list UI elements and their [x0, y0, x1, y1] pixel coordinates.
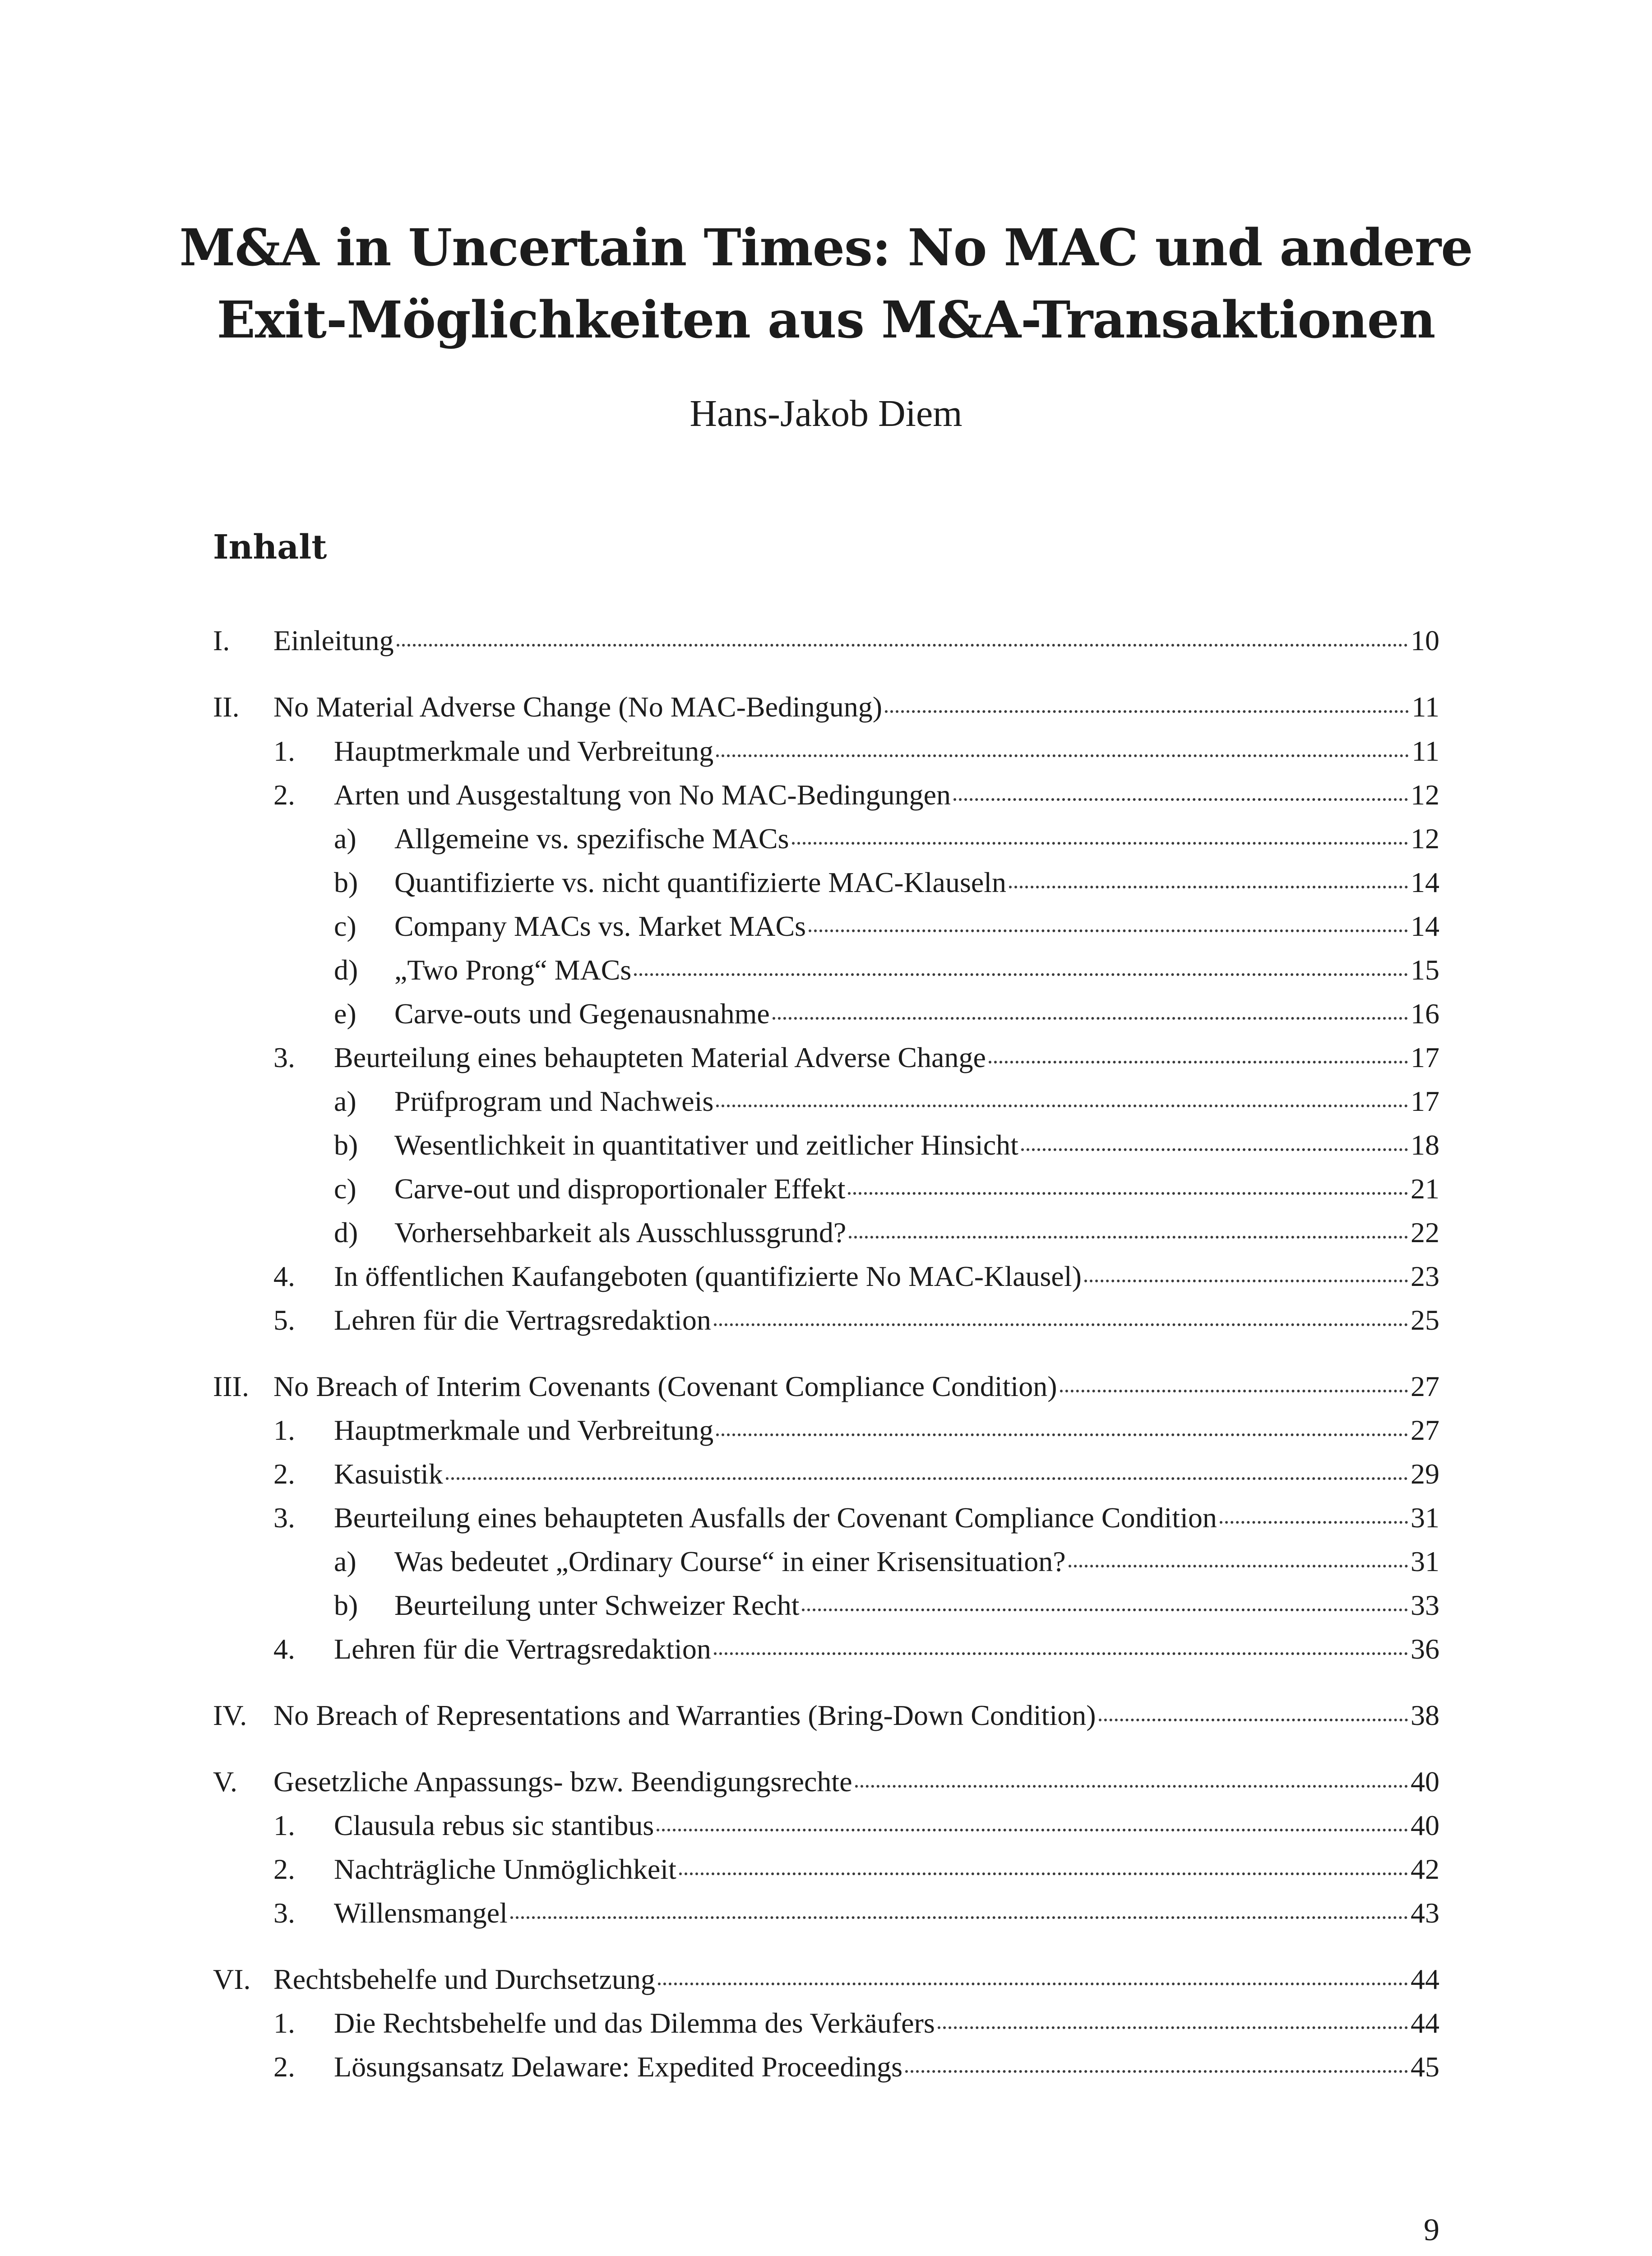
- toc-dot-leader: [657, 1829, 1408, 1831]
- toc-entry[interactable]: [213, 1761, 1439, 1802]
- toc-dot-leader: [716, 1105, 1408, 1107]
- toc-entry-label: Hauptmerkmale und Verbreitung: [334, 735, 714, 767]
- toc-entry-number: 1.: [273, 1809, 295, 1841]
- toc-entry-page: 11: [1411, 691, 1439, 723]
- toc-entry[interactable]: [213, 1695, 1439, 1736]
- toc-entry[interactable]: [273, 775, 1439, 815]
- toc-entry-page: 10: [1411, 624, 1439, 656]
- toc-entry-page: 42: [1411, 1853, 1439, 1885]
- toc-dot-leader: [714, 1652, 1408, 1655]
- toc-entry-number: 3.: [273, 1502, 295, 1534]
- toc-dot-leader: [792, 842, 1408, 845]
- toc-entry-label: In öffentlichen Kaufangeboten (quantifizierte No MAC-Klausel): [334, 1260, 1082, 1292]
- toc-entry[interactable]: [334, 1585, 1439, 1626]
- toc-entry[interactable]: [273, 1037, 1439, 1078]
- toc-entry-page: 29: [1411, 1458, 1439, 1490]
- toc-entry-number: c): [334, 1173, 356, 1205]
- toc-entry[interactable]: [213, 620, 1439, 661]
- toc-entry[interactable]: [273, 1454, 1439, 1494]
- toc-entry-page: 43: [1411, 1897, 1439, 1929]
- toc-entry-number: V.: [213, 1766, 237, 1798]
- toc-heading: Inhalt: [213, 528, 327, 567]
- toc-entry-label: Wesentlichkeit in quantitativer und zeitlicher Hinsicht: [394, 1129, 1018, 1161]
- toc-entry-number: 1.: [273, 2007, 295, 2039]
- toc-entry[interactable]: [273, 2003, 1439, 2043]
- toc-entry-label: No Breach of Representations and Warranties (Bring-Down Condition): [273, 1699, 1096, 1731]
- toc-entry-number: d): [334, 954, 358, 986]
- toc-entry-number: II.: [213, 691, 240, 723]
- toc-entry[interactable]: [273, 1300, 1439, 1341]
- toc-entry-page: 12: [1411, 779, 1439, 811]
- toc-entry-label: Was bedeutet „Ordinary Course“ in einer Krisensituation?: [394, 1545, 1066, 1577]
- toc-entry[interactable]: [334, 950, 1439, 990]
- toc-entry-number: IV.: [213, 1699, 247, 1731]
- toc-dot-leader: [658, 1983, 1408, 1985]
- toc-entry-page: 27: [1411, 1370, 1439, 1402]
- toc-entry[interactable]: [334, 906, 1439, 947]
- toc-dot-leader: [1069, 1565, 1408, 1567]
- toc-entry-label: Willensmangel: [334, 1897, 508, 1929]
- toc-entry-label: „Two Prong“ MACs: [394, 954, 632, 986]
- toc-entry-page: 17: [1411, 1085, 1439, 1117]
- toc-entry-label: Nachträgliche Unmöglichkeit: [334, 1853, 676, 1885]
- toc-entry-label: Rechtsbehelfe und Durchsetzung: [273, 1963, 655, 1995]
- toc-entry-number: 3.: [273, 1897, 295, 1929]
- toc-dot-leader: [855, 1785, 1408, 1788]
- toc-entry[interactable]: [273, 1410, 1439, 1451]
- toc-entry-number: e): [334, 998, 356, 1030]
- toc-dot-leader: [905, 2070, 1408, 2073]
- toc-entry[interactable]: [273, 1893, 1439, 1933]
- toc-dot-leader: [1099, 1719, 1408, 1721]
- toc-entry-number: a): [334, 1545, 356, 1577]
- toc-entry-number: VI.: [213, 1963, 251, 1995]
- toc-entry-label: Carve-out und disproportionaler Effekt: [394, 1173, 846, 1205]
- toc-dot-leader: [510, 1916, 1408, 1919]
- toc-dot-leader: [1060, 1390, 1408, 1392]
- page-number: 9: [1424, 2213, 1439, 2247]
- toc-entry-page: 14: [1411, 866, 1439, 898]
- toc-entry-number: a): [334, 1085, 356, 1117]
- toc-entry-number: 5.: [273, 1304, 295, 1336]
- toc-entry-page: 36: [1411, 1633, 1439, 1665]
- toc-entry-page: 38: [1411, 1699, 1439, 1731]
- toc-entry[interactable]: [273, 1256, 1439, 1297]
- toc-entry-label: No Material Adverse Change (No MAC-Bedingung): [273, 691, 883, 723]
- toc-entry-number: c): [334, 910, 356, 942]
- toc-entry-label: No Breach of Interim Covenants (Covenant Compliance Condition): [273, 1370, 1057, 1402]
- toc-entry-number: b): [334, 1129, 358, 1161]
- toc-entry-number: III.: [213, 1370, 249, 1402]
- toc-entry[interactable]: [273, 1498, 1439, 1538]
- toc-dot-leader: [773, 1017, 1408, 1020]
- toc-entry-label: Quantifizierte vs. nicht quantifizierte MAC-Klauseln: [394, 866, 1007, 898]
- toc-entry-page: 27: [1411, 1414, 1439, 1446]
- toc-entry-label: Einleitung: [273, 624, 394, 656]
- toc-entry[interactable]: [334, 1125, 1439, 1165]
- toc-entry-page: 31: [1411, 1545, 1439, 1577]
- toc-entry-label: Lehren für die Vertragsredaktion: [334, 1304, 711, 1336]
- toc-entry-page: 44: [1411, 2007, 1439, 2039]
- toc-dot-leader: [989, 1061, 1408, 1063]
- toc-dot-leader: [716, 754, 1409, 757]
- toc-entry-page: 21: [1411, 1173, 1439, 1205]
- toc-entry-label: Company MACs vs. Market MACs: [394, 910, 806, 942]
- toc-entry-label: Die Rechtsbehelfe und das Dilemma des Verkäufers: [334, 2007, 935, 2039]
- toc-entry-number: 1.: [273, 1414, 295, 1446]
- toc-entry-label: Hauptmerkmale und Verbreitung: [334, 1414, 714, 1446]
- toc-dot-leader: [849, 1236, 1408, 1239]
- toc-entry-number: 3.: [273, 1041, 295, 1073]
- toc-entry[interactable]: [213, 1959, 1439, 2000]
- toc-entry-page: 40: [1411, 1809, 1439, 1841]
- toc-dot-leader: [1009, 886, 1408, 888]
- toc-entry-page: 11: [1411, 735, 1439, 767]
- toc-dot-leader: [1021, 1148, 1408, 1151]
- toc-entry-label: Allgemeine vs. spezifische MACs: [394, 823, 789, 855]
- title-line-2: Exit-Möglichkeiten aus M&A-Transaktionen: [217, 291, 1435, 350]
- toc-entry-page: 15: [1411, 954, 1439, 986]
- toc-dot-leader: [848, 1192, 1408, 1195]
- toc-entry-page: 33: [1411, 1589, 1439, 1621]
- toc-entry-number: 2.: [273, 779, 295, 811]
- toc-entry[interactable]: [273, 1629, 1439, 1669]
- toc-entry[interactable]: [334, 1212, 1439, 1253]
- toc-dot-leader: [679, 1872, 1408, 1875]
- toc-entry-number: I.: [213, 624, 230, 656]
- toc-entry-label: Gesetzliche Anpassungs- bzw. Beendigungsrechte: [273, 1766, 852, 1798]
- toc-entry-label: Lösungsansatz Delaware: Expedited Proceedings: [334, 2051, 903, 2083]
- toc-dot-leader: [446, 1477, 1408, 1480]
- toc-entry-page: 17: [1411, 1041, 1439, 1073]
- toc-entry-label: Carve-outs und Gegenausnahme: [394, 998, 770, 1030]
- toc-entry[interactable]: [273, 731, 1439, 772]
- toc-entry[interactable]: [213, 687, 1439, 727]
- toc-entry[interactable]: [273, 1805, 1439, 1846]
- toc-entry-page: 31: [1411, 1502, 1439, 1534]
- toc-entry[interactable]: [334, 994, 1439, 1034]
- toc-entry-page: 22: [1411, 1216, 1439, 1248]
- toc-entry[interactable]: [334, 862, 1439, 903]
- toc-entry-page: 23: [1411, 1260, 1439, 1292]
- toc-dot-leader: [634, 973, 1408, 976]
- toc-entry-number: b): [334, 866, 358, 898]
- toc-dot-leader: [953, 798, 1408, 801]
- toc-entry-number: 2.: [273, 1853, 295, 1885]
- toc-entry[interactable]: [334, 1541, 1439, 1582]
- toc-dot-leader: [397, 644, 1408, 647]
- toc-entry[interactable]: [273, 2047, 1439, 2087]
- toc-entry-label: Clausula rebus sic stantibus: [334, 1809, 654, 1841]
- toc-entry[interactable]: [213, 1366, 1439, 1407]
- toc-entry-label: Beurteilung unter Schweizer Recht: [394, 1589, 800, 1621]
- toc-entry[interactable]: [334, 1169, 1439, 1209]
- toc-entry-page: 45: [1411, 2051, 1439, 2083]
- toc-entry-label: Kasuistik: [334, 1458, 443, 1490]
- toc-entry-number: 1.: [273, 735, 295, 767]
- toc-entry-number: a): [334, 823, 356, 855]
- toc-dot-leader: [802, 1609, 1408, 1611]
- toc-entry-number: b): [334, 1589, 358, 1621]
- title-line-1: M&A in Uncertain Times: No MAC und andere: [179, 218, 1473, 277]
- toc-entry[interactable]: [334, 818, 1439, 859]
- toc-dot-leader: [885, 710, 1409, 713]
- toc-entry-page: 16: [1411, 998, 1439, 1030]
- toc-entry-page: 25: [1411, 1304, 1439, 1336]
- toc-entry-label: Lehren für die Vertragsredaktion: [334, 1633, 711, 1665]
- toc-entry-page: 40: [1411, 1766, 1439, 1798]
- toc-entry-page: 18: [1411, 1129, 1439, 1161]
- toc-entry[interactable]: [334, 1081, 1439, 1122]
- toc-entry-number: 2.: [273, 1458, 295, 1490]
- toc-entry-number: 2.: [273, 2051, 295, 2083]
- toc-dot-leader: [716, 1433, 1408, 1436]
- toc-entry-label: Beurteilung eines behaupteten Material Adverse Change: [334, 1041, 986, 1073]
- toc-entry-label: Beurteilung eines behaupteten Ausfalls der Covenant Compliance Condition: [334, 1502, 1217, 1534]
- toc-entry-label: Arten und Ausgestaltung von No MAC-Bedingungen: [334, 779, 951, 811]
- document-title: [0, 212, 1652, 356]
- toc-entry[interactable]: [273, 1849, 1439, 1890]
- toc-dot-leader: [938, 2026, 1408, 2029]
- toc-dot-leader: [1220, 1521, 1408, 1524]
- toc-entry-label: Vorhersehbarkeit als Ausschlussgrund?: [394, 1216, 847, 1248]
- toc-entry-number: 4.: [273, 1633, 295, 1665]
- toc-entry-label: Prüfprogram und Nachweis: [394, 1085, 714, 1117]
- toc-dot-leader: [809, 929, 1408, 932]
- toc-entry-number: d): [334, 1216, 358, 1248]
- toc-entry-page: 12: [1411, 823, 1439, 855]
- toc-dot-leader: [1084, 1280, 1408, 1282]
- toc-entry-page: 14: [1411, 910, 1439, 942]
- toc-entry-number: 4.: [273, 1260, 295, 1292]
- toc-dot-leader: [714, 1323, 1408, 1326]
- author-name: Hans-Jakob Diem: [689, 393, 963, 435]
- toc-entry-page: 44: [1411, 1963, 1439, 1995]
